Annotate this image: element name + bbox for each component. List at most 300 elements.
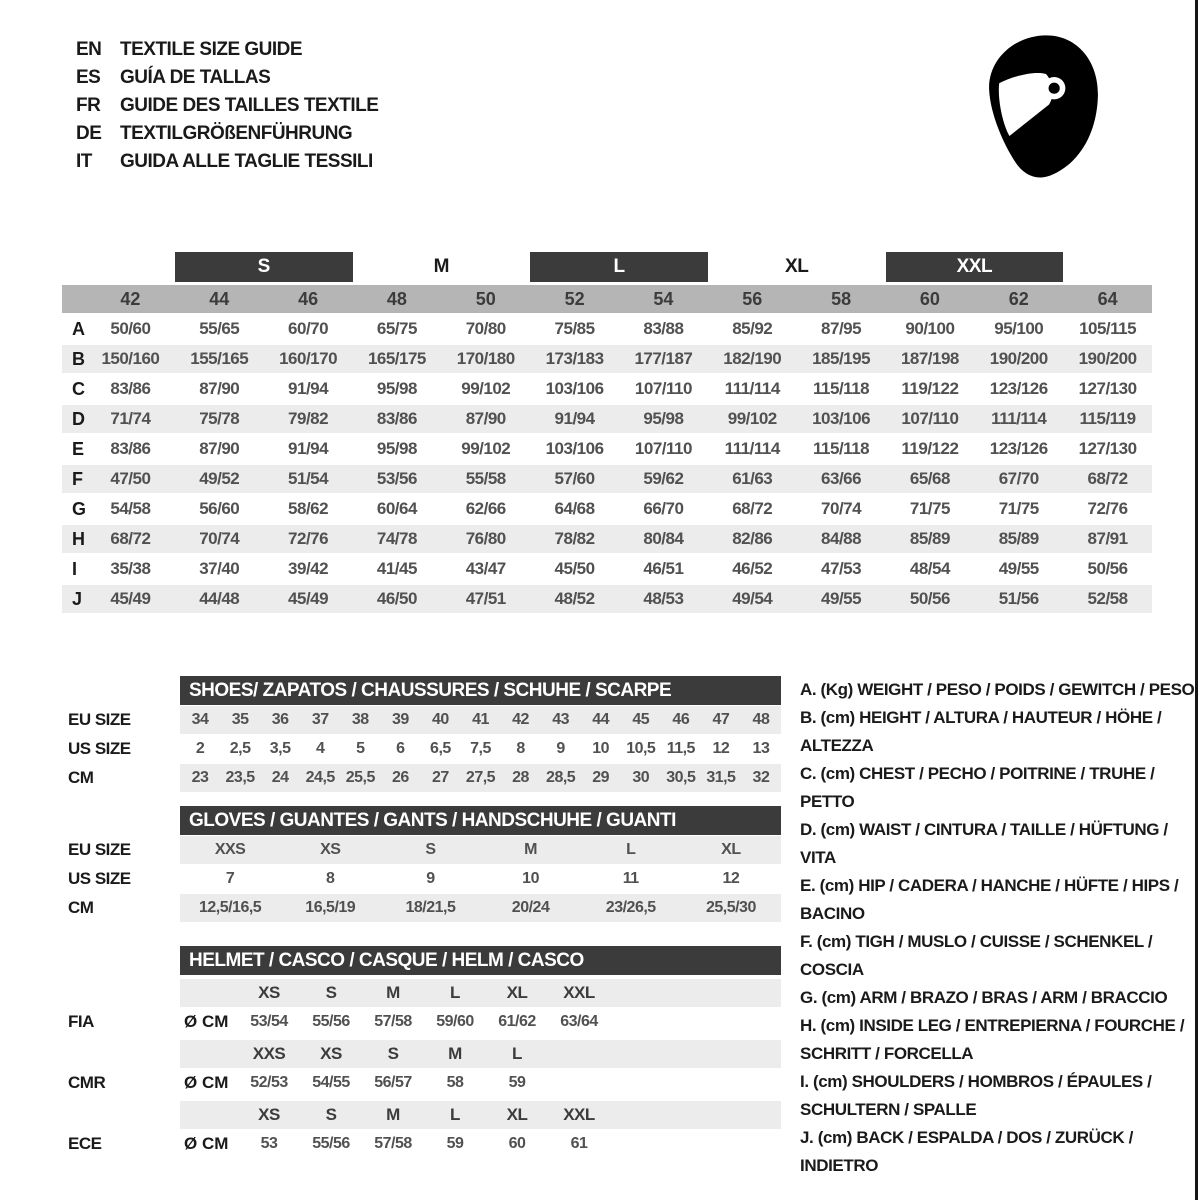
value-cell: 39 bbox=[391, 711, 409, 728]
size-value-cell: 190/200 bbox=[1078, 349, 1137, 368]
gloves-row bbox=[68, 894, 781, 922]
size-value-cell: 72/76 bbox=[1087, 499, 1128, 518]
gloves-table-rows bbox=[68, 836, 781, 922]
size-value-cell: 85/89 bbox=[998, 529, 1039, 548]
size-value-cell: 49/55 bbox=[821, 589, 862, 608]
size-value-cell: 185/195 bbox=[812, 349, 871, 368]
row-letter: D bbox=[72, 408, 85, 429]
value-cell: 25,5 bbox=[345, 769, 375, 786]
size-value-cell: 72/76 bbox=[288, 529, 329, 548]
size-value-cell: 95/98 bbox=[643, 409, 684, 428]
size-value-cell: 50/60 bbox=[110, 319, 151, 338]
size-value-cell: 71/75 bbox=[909, 499, 950, 518]
value-cell: 28 bbox=[512, 769, 529, 786]
gloves-table bbox=[68, 806, 781, 922]
measurement-row bbox=[62, 345, 1152, 373]
size-group-label: L bbox=[530, 252, 708, 282]
size-value-cell: 35/38 bbox=[110, 559, 151, 578]
helmet-size-header-row bbox=[68, 979, 781, 1007]
size-value-cell: 83/88 bbox=[643, 319, 684, 338]
helmet-values bbox=[180, 1130, 781, 1158]
size-value-cell: 57/60 bbox=[554, 469, 595, 488]
value-cell: 43 bbox=[552, 711, 570, 728]
size-value-cell: 64/68 bbox=[554, 499, 595, 518]
helmet-size-label: S bbox=[325, 983, 337, 1002]
measurement-row bbox=[62, 555, 1152, 583]
size-value-cell: 49/52 bbox=[199, 469, 240, 488]
helmet-values bbox=[180, 1069, 781, 1097]
value-cell: 30 bbox=[632, 769, 650, 786]
size-value-cell: 53/56 bbox=[376, 469, 417, 488]
size-value-cell: 50/56 bbox=[1087, 559, 1128, 578]
size-value-cell: 150/160 bbox=[101, 349, 160, 368]
size-value-cell: 67/70 bbox=[998, 469, 1039, 488]
size-number: 62 bbox=[1008, 288, 1029, 309]
helmet-value-cell: 59/60 bbox=[436, 1013, 474, 1030]
row-letter: I bbox=[72, 558, 78, 579]
size-number: 42 bbox=[120, 288, 141, 309]
value-cell: 40 bbox=[432, 711, 449, 728]
size-value-cell: 46/50 bbox=[376, 589, 417, 608]
size-value-cell: 65/75 bbox=[376, 319, 417, 338]
measurement-row bbox=[62, 525, 1152, 553]
size-value-cell: 52/58 bbox=[1087, 589, 1128, 608]
value-cell: 10,5 bbox=[626, 740, 656, 757]
guide-title: GUÍA DE TALLAS bbox=[120, 67, 271, 88]
helmet-value-cell: 59 bbox=[446, 1135, 464, 1152]
value-cell: XS bbox=[320, 841, 341, 858]
size-value-cell: 182/190 bbox=[723, 349, 782, 368]
helmet-size-labels bbox=[180, 1101, 781, 1129]
size-value-cell: 87/90 bbox=[199, 439, 240, 458]
helmet-size-header-row bbox=[68, 1040, 781, 1068]
value-cell: 4 bbox=[316, 740, 325, 757]
standard-label: CMR bbox=[68, 1073, 106, 1092]
value-cell: 30,5 bbox=[666, 769, 696, 786]
row-letter: A bbox=[72, 318, 85, 339]
size-number: 58 bbox=[831, 288, 852, 309]
size-value-cell: 74/78 bbox=[376, 529, 417, 548]
legend-item: F. (cm) TIGH / MUSLO / CUISSE / SCHENKEL / COSCIA bbox=[800, 932, 1153, 979]
measurement-row bbox=[62, 495, 1152, 523]
helmet-value-cell: 58 bbox=[446, 1074, 464, 1091]
size-number: 54 bbox=[653, 288, 674, 309]
helmet-value-row bbox=[68, 1008, 781, 1036]
value-cell: 24 bbox=[271, 769, 289, 786]
value-cell: 32 bbox=[752, 769, 770, 786]
value-cell: 9 bbox=[556, 740, 565, 757]
size-value-cell: 87/91 bbox=[1087, 529, 1128, 548]
size-number: 52 bbox=[564, 288, 585, 309]
size-value-cell: 190/200 bbox=[989, 349, 1048, 368]
helmet-size-labels bbox=[180, 1040, 781, 1068]
helmet-size-labels bbox=[180, 979, 781, 1007]
helmet-table-title: HELMET / CASCO / CASQUE / HELM / CASCO bbox=[180, 946, 781, 975]
value-cell: 13 bbox=[752, 740, 770, 757]
size-value-cell: 45/49 bbox=[110, 589, 151, 608]
helmet-value-cell: 54/55 bbox=[312, 1074, 350, 1091]
row-label: CM bbox=[68, 898, 94, 917]
helmet-size-label: XXL bbox=[563, 983, 595, 1002]
size-value-cell: 41/45 bbox=[376, 559, 417, 578]
value-cell: 24,5 bbox=[305, 769, 335, 786]
value-cell: 46 bbox=[672, 711, 690, 728]
row-letter: F bbox=[72, 468, 83, 489]
size-value-cell: 107/110 bbox=[901, 409, 959, 428]
value-cell: 11,5 bbox=[666, 740, 695, 757]
size-value-cell: 119/122 bbox=[901, 379, 959, 398]
row-label: EU SIZE bbox=[68, 710, 131, 729]
size-value-cell: 187/198 bbox=[900, 349, 959, 368]
value-cell: M bbox=[524, 841, 537, 858]
size-value-cell: 115/118 bbox=[813, 379, 870, 398]
size-value-cell: 111/114 bbox=[991, 409, 1047, 428]
size-value-cell: 49/55 bbox=[998, 559, 1039, 578]
size-value-cell: 70/74 bbox=[199, 529, 240, 548]
value-cell: S bbox=[425, 841, 436, 858]
size-value-cell: 99/102 bbox=[461, 439, 511, 458]
size-value-cell: 39/42 bbox=[288, 559, 329, 578]
legend-item: D. (cm) WAIST / CINTURA / TAILLE / HÜFTUNG / VITA bbox=[800, 820, 1168, 867]
size-group-label: XXL bbox=[886, 252, 1064, 282]
helmet-value-cell: 53 bbox=[260, 1135, 278, 1152]
size-number: 60 bbox=[919, 288, 940, 309]
shoes-row bbox=[68, 706, 781, 734]
size-value-cell: 80/84 bbox=[643, 529, 684, 548]
helmet-size-label: L bbox=[512, 1044, 522, 1063]
measurement-legend bbox=[800, 676, 1198, 1180]
size-value-cell: 95/98 bbox=[376, 439, 417, 458]
value-cell: 45 bbox=[632, 711, 650, 728]
helmet-value-cell: 63/64 bbox=[560, 1013, 598, 1030]
value-cell: 34 bbox=[191, 711, 209, 728]
size-value-cell: 105/115 bbox=[1079, 319, 1137, 338]
size-value-cell: 123/126 bbox=[989, 439, 1048, 458]
size-value-cell: 83/86 bbox=[110, 379, 151, 398]
helmet-value-row bbox=[68, 1130, 781, 1158]
value-cell: 20/24 bbox=[511, 899, 550, 916]
size-value-cell: 47/50 bbox=[110, 469, 151, 488]
size-value-cell: 50/56 bbox=[909, 589, 950, 608]
size-value-cell: 127/130 bbox=[1078, 379, 1137, 398]
shoes-row bbox=[68, 735, 781, 763]
legend-item: G. (cm) ARM / BRAZO / BRAS / ARM / BRACCIO bbox=[800, 988, 1168, 1007]
size-value-cell: 62/66 bbox=[465, 499, 506, 518]
size-value-cell: 111/114 bbox=[724, 439, 780, 458]
size-value-cell: 56/60 bbox=[199, 499, 240, 518]
size-value-cell: 103/106 bbox=[545, 379, 604, 398]
legend-item: C. (cm) CHEST / PECHO / POITRINE / TRUHE / PETTO bbox=[800, 764, 1155, 811]
value-cell: 6,5 bbox=[430, 740, 451, 757]
shoes-table bbox=[68, 676, 781, 792]
helmet-value-cell: 59 bbox=[508, 1074, 526, 1091]
gloves-row bbox=[68, 836, 781, 864]
helmet-value-row bbox=[68, 1069, 781, 1097]
value-cell: 12,5/16,5 bbox=[198, 899, 262, 916]
value-cell: XXS bbox=[214, 841, 246, 858]
value-cell: 12 bbox=[712, 740, 730, 757]
language-row bbox=[76, 120, 378, 148]
size-value-cell: 79/82 bbox=[288, 409, 329, 428]
size-value-cell: 68/72 bbox=[1087, 469, 1128, 488]
row-label: EU SIZE bbox=[68, 840, 131, 859]
size-value-cell: 95/100 bbox=[994, 319, 1044, 338]
row-label: US SIZE bbox=[68, 739, 131, 758]
size-value-cell: 78/82 bbox=[554, 529, 595, 548]
value-cell: 35 bbox=[231, 711, 249, 728]
helmet-size-label: XL bbox=[506, 983, 528, 1002]
value-cell: 42 bbox=[512, 711, 529, 728]
language-code: FR bbox=[76, 95, 101, 116]
value-cell: 31,5 bbox=[706, 769, 736, 786]
size-group-label: XL bbox=[785, 256, 809, 277]
size-value-cell: 83/86 bbox=[110, 439, 151, 458]
language-code: IT bbox=[76, 151, 92, 172]
value-cell: L bbox=[626, 841, 636, 858]
row-values bbox=[180, 706, 781, 734]
size-value-cell: 48/52 bbox=[554, 589, 595, 608]
shoes-table-rows bbox=[68, 706, 781, 792]
value-cell: 10 bbox=[522, 870, 539, 887]
size-value-cell: 47/51 bbox=[465, 589, 506, 608]
guide-title: TEXTILE SIZE GUIDE bbox=[120, 39, 303, 60]
measurement-row bbox=[62, 375, 1152, 403]
value-cell: 9 bbox=[426, 870, 435, 887]
helmet-size-label: XL bbox=[506, 1105, 528, 1124]
size-value-cell: 82/86 bbox=[732, 529, 773, 548]
size-group-label: S bbox=[175, 252, 353, 282]
size-value-cell: 51/54 bbox=[288, 469, 329, 488]
size-value-cell: 91/94 bbox=[554, 409, 595, 428]
size-value-cell: 87/90 bbox=[465, 409, 506, 428]
value-cell: 8 bbox=[326, 870, 335, 887]
measurement-row bbox=[62, 435, 1152, 463]
size-value-cell: 59/62 bbox=[643, 469, 684, 488]
size-group-header-row bbox=[62, 252, 1152, 282]
value-cell: 47 bbox=[712, 711, 730, 728]
value-cell: 41 bbox=[472, 711, 489, 728]
helmet-size-label: XS bbox=[258, 1105, 280, 1124]
value-cell: 26 bbox=[391, 769, 409, 786]
helmet-size-label: M bbox=[386, 983, 400, 1002]
legend-item: J. (cm) BACK / ESPALDA / DOS / ZURÜCK / INDIETRO bbox=[800, 1128, 1133, 1175]
size-value-cell: 48/54 bbox=[909, 559, 950, 578]
value-cell: 23,5 bbox=[225, 769, 255, 786]
size-value-cell: 61/63 bbox=[732, 469, 773, 488]
helmet-value-cell: 61/62 bbox=[498, 1013, 536, 1030]
size-number: 48 bbox=[386, 288, 407, 309]
value-cell: 18/21,5 bbox=[405, 899, 456, 916]
size-value-cell: 87/90 bbox=[199, 379, 240, 398]
size-value-cell: 173/183 bbox=[545, 349, 604, 368]
size-value-cell: 54/58 bbox=[110, 499, 151, 518]
standard-label: FIA bbox=[68, 1012, 94, 1031]
helmet-size-label: XS bbox=[258, 983, 280, 1002]
language-code: DE bbox=[76, 123, 102, 144]
size-value-cell: 60/70 bbox=[288, 319, 329, 338]
size-value-cell: 170/180 bbox=[456, 349, 515, 368]
size-number: 64 bbox=[1097, 288, 1118, 309]
measurement-row bbox=[62, 465, 1152, 493]
size-value-cell: 60/64 bbox=[376, 499, 417, 518]
value-cell: 6 bbox=[396, 740, 405, 757]
size-value-cell: 66/70 bbox=[643, 499, 684, 518]
main-size-table bbox=[62, 252, 1152, 615]
size-value-cell: 63/66 bbox=[821, 469, 862, 488]
size-number: 56 bbox=[742, 288, 763, 309]
row-label bbox=[68, 1101, 180, 1129]
size-value-cell: 155/165 bbox=[190, 349, 249, 368]
diameter-unit-label: Ø CM bbox=[184, 1073, 229, 1092]
shoes-row bbox=[68, 764, 781, 792]
row-letter: C bbox=[72, 378, 85, 399]
row-label: CM bbox=[68, 768, 94, 787]
size-value-cell: 85/89 bbox=[909, 529, 950, 548]
language-row bbox=[76, 92, 378, 120]
value-cell: 48 bbox=[752, 711, 770, 728]
size-value-cell: 123/126 bbox=[989, 379, 1048, 398]
helmet-value-cell: 60 bbox=[508, 1135, 526, 1152]
size-value-cell: 115/118 bbox=[813, 439, 870, 458]
value-cell: 8 bbox=[516, 740, 525, 757]
size-value-cell: 68/72 bbox=[110, 529, 151, 548]
size-value-cell: 55/65 bbox=[199, 319, 240, 338]
size-value-cell: 103/106 bbox=[545, 439, 604, 458]
size-value-cell: 90/100 bbox=[905, 319, 955, 338]
language-list bbox=[76, 36, 378, 176]
helmet-size-label: L bbox=[450, 983, 460, 1002]
helmet-table-rows bbox=[68, 979, 781, 1158]
size-value-cell: 48/53 bbox=[643, 589, 684, 608]
helmet-size-label: XXS bbox=[252, 1044, 286, 1063]
size-group-label: M bbox=[433, 256, 449, 277]
size-value-cell: 45/49 bbox=[288, 589, 329, 608]
size-value-cell: 91/94 bbox=[288, 439, 329, 458]
value-cell: XL bbox=[721, 841, 741, 858]
size-value-cell: 70/80 bbox=[465, 319, 506, 338]
value-cell: 16,5/19 bbox=[305, 899, 356, 916]
size-value-cell: 83/86 bbox=[376, 409, 417, 428]
row-label bbox=[68, 1040, 180, 1068]
size-value-cell: 75/78 bbox=[199, 409, 240, 428]
value-cell: 27,5 bbox=[465, 769, 496, 786]
helmet-value-cell: 61 bbox=[570, 1135, 588, 1152]
size-value-cell: 160/170 bbox=[279, 349, 338, 368]
gloves-row bbox=[68, 865, 781, 893]
legend-item: H. (cm) INSIDE LEG / ENTREPIERNA / FOURCHE / SCHRITT / FORCELLA bbox=[800, 1016, 1185, 1063]
diameter-unit-label: Ø CM bbox=[184, 1012, 229, 1031]
size-value-cell: 99/102 bbox=[461, 379, 511, 398]
size-number: 50 bbox=[475, 288, 496, 309]
size-value-cell: 45/50 bbox=[554, 559, 595, 578]
value-cell: 2,5 bbox=[229, 740, 251, 757]
size-value-cell: 37/40 bbox=[199, 559, 240, 578]
helmet-value-cell: 57/58 bbox=[374, 1135, 412, 1152]
row-letter: G bbox=[72, 498, 87, 519]
page-right-border bbox=[1195, 0, 1198, 1200]
size-value-cell: 46/52 bbox=[732, 559, 773, 578]
helmet-value-cell: 55/56 bbox=[312, 1013, 350, 1030]
value-cell: 11 bbox=[622, 870, 639, 887]
value-cell: 38 bbox=[351, 711, 369, 728]
language-row bbox=[76, 36, 378, 64]
helmet-size-label: S bbox=[387, 1044, 399, 1063]
guide-title: TEXTILGRÖßENFÜHRUNG bbox=[120, 123, 353, 144]
shoes-table-title: SHOES/ ZAPATOS / CHAUSSURES / SCHUHE / SCARPE bbox=[180, 676, 781, 705]
value-cell: 23/26,5 bbox=[605, 899, 656, 916]
value-cell: 5 bbox=[356, 740, 365, 757]
size-value-cell: 68/72 bbox=[732, 499, 773, 518]
helmet-size-label: XXL bbox=[563, 1105, 595, 1124]
size-value-cell: 65/68 bbox=[909, 469, 950, 488]
size-value-cell: 115/119 bbox=[1079, 409, 1136, 428]
helmet-value-cell: 57/58 bbox=[374, 1013, 412, 1030]
value-cell: 44 bbox=[592, 711, 610, 728]
row-letter: B bbox=[72, 348, 85, 369]
size-number: 44 bbox=[209, 288, 230, 309]
size-value-cell: 55/58 bbox=[465, 469, 506, 488]
row-letter: J bbox=[72, 588, 83, 609]
value-cell: 37 bbox=[311, 711, 329, 728]
standard-label: ECE bbox=[68, 1134, 102, 1153]
measurement-row bbox=[62, 585, 1152, 613]
row-letter: E bbox=[72, 438, 85, 459]
row-values bbox=[180, 735, 781, 763]
measurement-row bbox=[62, 405, 1152, 433]
size-value-cell: 99/102 bbox=[727, 409, 777, 428]
value-cell: 36 bbox=[271, 711, 289, 728]
value-cell: 23 bbox=[191, 769, 209, 786]
language-code: ES bbox=[76, 67, 101, 88]
size-value-cell: 127/130 bbox=[1078, 439, 1137, 458]
row-values bbox=[180, 764, 781, 792]
size-value-cell: 46/51 bbox=[643, 559, 684, 578]
size-value-cell: 91/94 bbox=[288, 379, 329, 398]
legend-item: B. (cm) HEIGHT / ALTURA / HAUTEUR / HÖHE / ALTEZZA bbox=[800, 708, 1162, 755]
row-letter: H bbox=[72, 528, 85, 549]
size-value-cell: 103/106 bbox=[812, 409, 871, 428]
value-cell: 7 bbox=[225, 870, 235, 887]
value-cell: 12 bbox=[722, 870, 740, 887]
helmet-size-label: S bbox=[325, 1105, 337, 1124]
size-value-cell: 95/98 bbox=[376, 379, 417, 398]
helmet-value-cell: 55/56 bbox=[312, 1135, 350, 1152]
size-value-cell: 47/53 bbox=[821, 559, 862, 578]
size-value-cell: 85/92 bbox=[732, 319, 773, 338]
row-values bbox=[180, 836, 781, 864]
helmet-size-header-row bbox=[68, 1101, 781, 1129]
language-code: EN bbox=[76, 39, 102, 60]
row-values bbox=[180, 865, 781, 893]
value-cell: 27 bbox=[432, 769, 449, 786]
size-value-cell: 58/62 bbox=[288, 499, 329, 518]
racing-helmet-icon bbox=[983, 32, 1105, 180]
helmet-table bbox=[68, 946, 781, 1158]
size-value-cell: 70/74 bbox=[821, 499, 862, 518]
helmet-size-label: L bbox=[450, 1105, 460, 1124]
value-cell: 29 bbox=[592, 769, 610, 786]
size-value-cell: 111/114 bbox=[724, 379, 780, 398]
size-value-cell: 71/74 bbox=[110, 409, 151, 428]
size-value-cell: 75/85 bbox=[554, 319, 595, 338]
size-value-cell: 165/175 bbox=[367, 349, 426, 368]
size-value-cell: 71/75 bbox=[998, 499, 1039, 518]
helmet-value-cell: 52/53 bbox=[250, 1074, 288, 1091]
measurement-row bbox=[62, 315, 1152, 343]
legend-item: I. (cm) SHOULDERS / HOMBROS / ÉPAULES / SCHULTERN / SPALLE bbox=[800, 1072, 1152, 1119]
size-value-cell: 49/54 bbox=[732, 589, 773, 608]
size-value-cell: 119/122 bbox=[901, 439, 959, 458]
